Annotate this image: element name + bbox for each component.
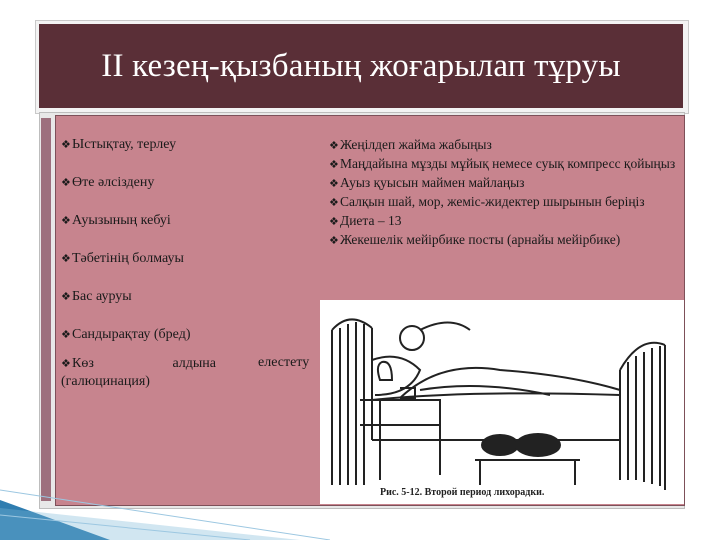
slide-title: II кезең-қызбаның жоғарылап тұруы: [101, 47, 621, 84]
corner-decoration: [0, 430, 330, 540]
figure-caption: Рис. 5-12. Второй период лихорадки.: [380, 487, 545, 498]
list-item: ❖Жеңілдеп жайма жабыңыз: [329, 136, 678, 155]
diamond-bullet-icon: ❖: [61, 177, 71, 189]
diamond-bullet-icon: ❖: [329, 197, 339, 209]
diamond-bullet-icon: ❖: [329, 235, 339, 247]
care-list: [329, 136, 678, 250]
diamond-bullet-icon: ❖: [61, 329, 71, 341]
diamond-bullet-icon: ❖: [329, 216, 339, 228]
list-item: ❖Бас ауруы: [61, 289, 132, 304]
list-item: ❖Өте әлсіздену: [61, 175, 155, 190]
list-item: ❖Салқын шай, мор, жеміс-жидектер шырынын беріңіз: [329, 193, 678, 212]
diamond-bullet-icon: ❖: [61, 358, 71, 370]
list-item: ❖Сандырақтау (бред): [61, 327, 191, 342]
list-item: ❖Тәбетінің болмауы: [61, 251, 184, 266]
list-item: ❖Ауызының кебуі: [61, 213, 171, 228]
symptoms-list: [61, 136, 319, 344]
list-item: ❖Ыстықтау, терлеу: [61, 137, 177, 152]
title-bar: [39, 24, 683, 108]
fever-illustration: [320, 300, 684, 504]
list-item: ❖Диета – 13: [329, 212, 678, 231]
list-item: ❖Маңдайына мұзды мұйық немесе суық компресс қойыңыз: [329, 155, 678, 174]
diamond-bullet-icon: ❖: [61, 253, 71, 265]
diamond-bullet-icon: ❖: [61, 215, 71, 227]
diamond-bullet-icon: ❖: [61, 291, 71, 303]
list-item: ❖Ауыз қуысын маймен майлаңыз: [329, 174, 678, 193]
diamond-bullet-icon: ❖: [61, 139, 71, 151]
bed-patient-drawing: [320, 300, 684, 504]
diamond-bullet-icon: ❖: [329, 159, 339, 171]
diamond-bullet-icon: ❖: [329, 140, 339, 152]
list-item-hallucination: ❖Көз алдына (галюцинация): [61, 356, 216, 389]
hallucination-word: елестету: [258, 355, 310, 370]
list-item: ❖Жекешелік мейірбике посты (арнайы мейірбике): [329, 231, 678, 250]
diamond-bullet-icon: ❖: [329, 178, 339, 190]
